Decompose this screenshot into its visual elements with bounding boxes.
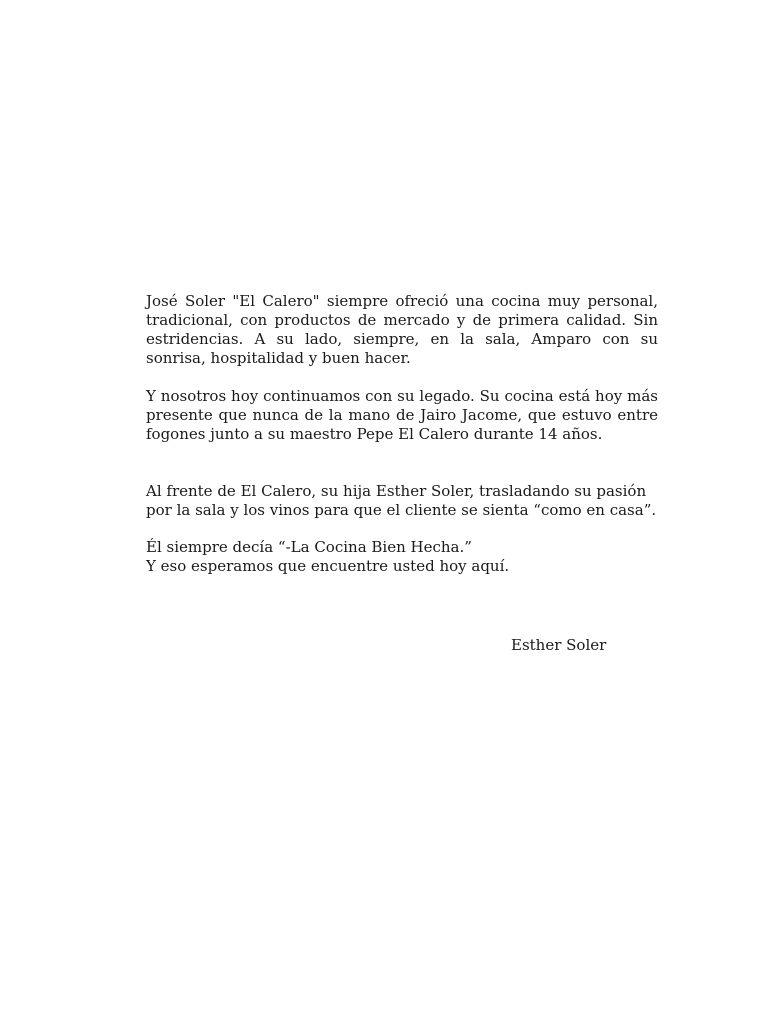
signature: Esther Soler — [511, 636, 607, 654]
paragraph-legacy: Y nosotros hoy continuamos con su legado. Su cocina está hoy más presente que nunca de la mano de Jairo Jacome, que estuvo entre fogones junto a su maestro Pepe El Calero durante 14 años. — [146, 387, 658, 443]
paragraph-history: José Soler "El Calero" siempre ofreció una cocina muy personal, tradicional, con productos de mercado y de primera calidad. Sin estridencias. A su lado, siempre, en la sala, Amparo con su sonrisa, hospitalidad y buen hacer. — [146, 292, 658, 367]
paragraph-management: Al frente de El Calero, su hija Esther Soler, trasladando su pasión por la sala y los vinos para que el cliente se sienta “como en casa”. — [146, 482, 657, 519]
closing-quote-line: Él siempre decía “-La Cocina Bien Hecha.” — [146, 538, 472, 556]
paragraph-closing — [146, 538, 658, 576]
closing-wish-line: Y eso esperamos que encuentre usted hoy aquí. — [146, 557, 510, 575]
